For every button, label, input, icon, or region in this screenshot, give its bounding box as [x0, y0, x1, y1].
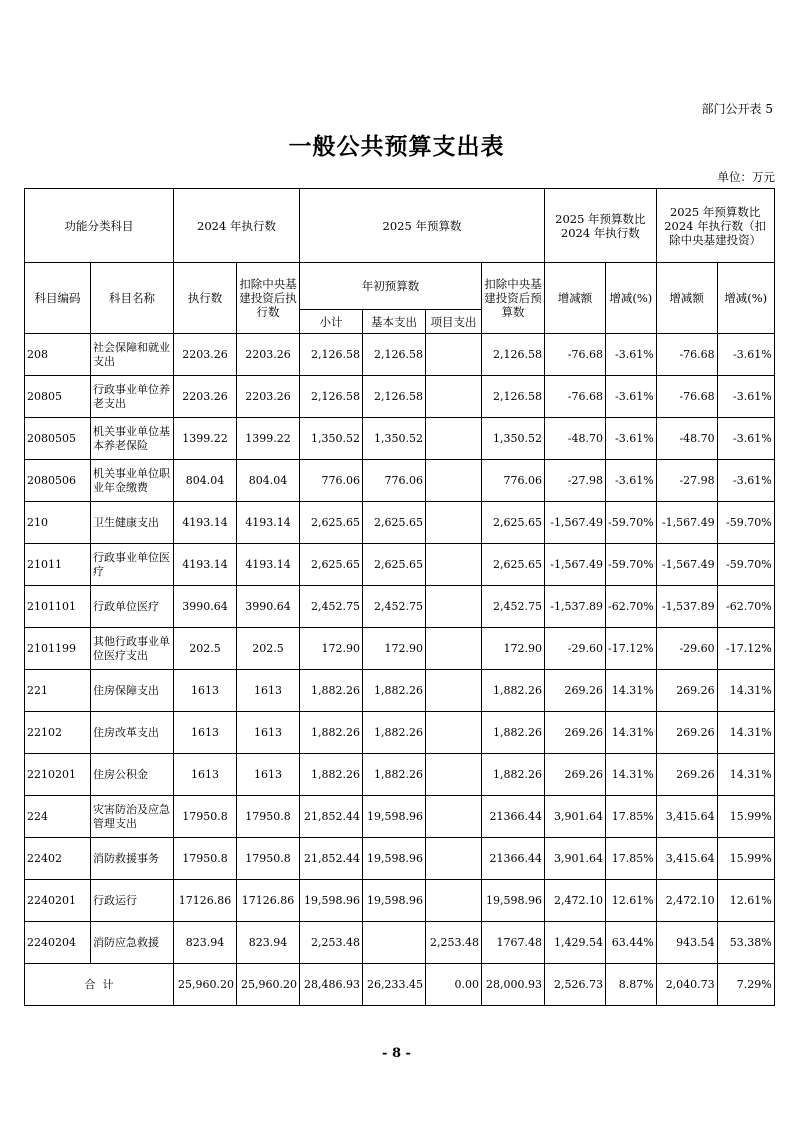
exec-excl-cell: 202.5	[237, 628, 300, 670]
budget-excl-cell: 2,625.65	[482, 502, 545, 544]
exec-excl-cell: 17950.8	[237, 796, 300, 838]
code-cell: 208	[25, 334, 91, 376]
pct-2-cell: -59.70%	[717, 502, 774, 544]
exec-excl-cell: 804.04	[237, 460, 300, 502]
budget-excl-cell: 2,452.75	[482, 586, 545, 628]
pct-1-cell: -59.70%	[606, 502, 657, 544]
code-cell: 21011	[25, 544, 91, 586]
header-exec-excl: 扣除中央基建投资后执行数	[237, 263, 300, 334]
budget-excl-cell: 1,350.52	[482, 418, 545, 460]
change-2-cell: 2,472.10	[656, 880, 717, 922]
budget-excl-cell: 1,882.26	[482, 670, 545, 712]
table-row	[25, 754, 775, 796]
header-subtotal: 小计	[300, 310, 363, 334]
header-pct-1: 增减(%)	[606, 263, 657, 334]
pct-1-cell: 14.31%	[606, 712, 657, 754]
code-cell: 2240201	[25, 880, 91, 922]
exec-excl-cell: 17126.86	[237, 880, 300, 922]
table-row	[25, 712, 775, 754]
subtotal-cell: 2,625.65	[300, 502, 363, 544]
basic-cell: 776.06	[363, 460, 426, 502]
exec-cell: 4193.14	[174, 502, 237, 544]
page-title: 一般公共预算支出表	[288, 134, 505, 160]
pct-2-cell: 14.31%	[717, 670, 774, 712]
name-cell: 消防救援事务	[91, 838, 174, 880]
form-number: 部门公开表 5	[701, 102, 773, 116]
exec-cell: 2203.26	[174, 334, 237, 376]
table-row	[25, 334, 775, 376]
basic-cell: 19,598.96	[363, 796, 426, 838]
table-row	[25, 544, 775, 586]
change-2-cell: -48.70	[656, 418, 717, 460]
exec-excl-cell: 2203.26	[237, 376, 300, 418]
name-cell: 行政运行	[91, 880, 174, 922]
change-1-cell: 269.26	[545, 712, 606, 754]
subtotal-cell: 172.90	[300, 628, 363, 670]
name-cell: 机关事业单位基本养老保险	[91, 418, 174, 460]
table-row	[25, 880, 775, 922]
exec-cell: 3990.64	[174, 586, 237, 628]
project-cell	[426, 502, 482, 544]
basic-cell: 172.90	[363, 628, 426, 670]
table-row	[25, 838, 775, 880]
budget-excl-cell: 776.06	[482, 460, 545, 502]
exec-cell: 4193.14	[174, 544, 237, 586]
budget-excl-cell: 2,126.58	[482, 334, 545, 376]
exec-excl-cell: 1399.22	[237, 418, 300, 460]
pct-1-cell: 14.31%	[606, 754, 657, 796]
subtotal-cell: 2,126.58	[300, 376, 363, 418]
table-row	[25, 796, 775, 838]
header-row-2	[25, 263, 775, 310]
budget-excl-cell: 1,882.26	[482, 754, 545, 796]
code-cell: 2080506	[25, 460, 91, 502]
subtotal-cell: 19,598.96	[300, 880, 363, 922]
name-cell: 卫生健康支出	[91, 502, 174, 544]
change-2-cell: -1,567.49	[656, 544, 717, 586]
exec-cell: 823.94	[174, 922, 237, 964]
total-exec-cell: 25,960.20	[174, 964, 237, 1006]
pct-1-cell: -3.61%	[606, 460, 657, 502]
header-basic: 基本支出	[363, 310, 426, 334]
exec-cell: 1613	[174, 754, 237, 796]
header-name: 科目名称	[91, 263, 174, 334]
change-2-cell: -76.68	[656, 334, 717, 376]
project-cell	[426, 796, 482, 838]
basic-cell: 2,625.65	[363, 502, 426, 544]
code-cell: 2210201	[25, 754, 91, 796]
header-row-1	[25, 189, 775, 263]
pct-2-cell: -59.70%	[717, 544, 774, 586]
change-1-cell: -48.70	[545, 418, 606, 460]
project-cell	[426, 670, 482, 712]
basic-cell: 2,126.58	[363, 376, 426, 418]
exec-excl-cell: 4193.14	[237, 502, 300, 544]
budget-excl-cell: 172.90	[482, 628, 545, 670]
change-1-cell: 1,429.54	[545, 922, 606, 964]
pct-1-cell: -59.70%	[606, 544, 657, 586]
change-2-cell: 269.26	[656, 754, 717, 796]
exec-cell: 1613	[174, 670, 237, 712]
budget-excl-cell: 2,126.58	[482, 376, 545, 418]
exec-cell: 17126.86	[174, 880, 237, 922]
pct-1-cell: 17.85%	[606, 796, 657, 838]
code-cell: 221	[25, 670, 91, 712]
pct-1-cell: -3.61%	[606, 418, 657, 460]
name-cell: 住房保障支出	[91, 670, 174, 712]
basic-cell: 19,598.96	[363, 880, 426, 922]
project-cell	[426, 712, 482, 754]
header-initial-budget: 年初预算数	[300, 263, 482, 310]
change-1-cell: 269.26	[545, 754, 606, 796]
budget-expenditure-table	[24, 188, 775, 1006]
project-cell: 2,253.48	[426, 922, 482, 964]
budget-excl-cell: 21366.44	[482, 796, 545, 838]
table-row	[25, 376, 775, 418]
pct-1-cell: 12.61%	[606, 880, 657, 922]
total-pct-1-cell: 8.87%	[606, 964, 657, 1006]
change-1-cell: -1,537.89	[545, 586, 606, 628]
change-1-cell: 3,901.64	[545, 796, 606, 838]
header-change-2: 增减额	[656, 263, 717, 334]
change-1-cell: 3,901.64	[545, 838, 606, 880]
subtotal-cell: 1,882.26	[300, 754, 363, 796]
pct-1-cell: -62.70%	[606, 586, 657, 628]
change-1-cell: -29.60	[545, 628, 606, 670]
basic-cell: 1,350.52	[363, 418, 426, 460]
exec-excl-cell: 1613	[237, 712, 300, 754]
subtotal-cell: 1,882.26	[300, 712, 363, 754]
change-2-cell: 943.54	[656, 922, 717, 964]
pct-2-cell: -3.61%	[717, 334, 774, 376]
change-1-cell: -1,567.49	[545, 544, 606, 586]
exec-cell: 202.5	[174, 628, 237, 670]
total-subtotal-cell: 28,486.93	[300, 964, 363, 1006]
subtotal-cell: 2,126.58	[300, 334, 363, 376]
table-row	[25, 502, 775, 544]
code-cell: 20805	[25, 376, 91, 418]
change-2-cell: 269.26	[656, 670, 717, 712]
name-cell: 灾害防治及应急管理支出	[91, 796, 174, 838]
basic-cell: 2,452.75	[363, 586, 426, 628]
project-cell	[426, 880, 482, 922]
code-cell: 224	[25, 796, 91, 838]
exec-excl-cell: 2203.26	[237, 334, 300, 376]
page-number: - 8 -	[382, 1046, 411, 1061]
table-row	[25, 670, 775, 712]
project-cell	[426, 754, 482, 796]
exec-cell: 1399.22	[174, 418, 237, 460]
unit-label: 单位：万元	[717, 170, 775, 184]
name-cell: 行政事业单位养老支出	[91, 376, 174, 418]
pct-2-cell: 15.99%	[717, 796, 774, 838]
code-cell: 210	[25, 502, 91, 544]
pct-2-cell: 12.61%	[717, 880, 774, 922]
table-row	[25, 460, 775, 502]
table-row	[25, 628, 775, 670]
subtotal-cell: 1,350.52	[300, 418, 363, 460]
table-body	[25, 189, 775, 1006]
basic-cell: 1,882.26	[363, 670, 426, 712]
basic-cell: 1,882.26	[363, 712, 426, 754]
pct-1-cell: -17.12%	[606, 628, 657, 670]
subtotal-cell: 1,882.26	[300, 670, 363, 712]
pct-1-cell: -3.61%	[606, 376, 657, 418]
budget-excl-cell: 1767.48	[482, 922, 545, 964]
exec-cell: 1613	[174, 712, 237, 754]
project-cell	[426, 838, 482, 880]
exec-cell: 17950.8	[174, 796, 237, 838]
change-1-cell: -27.98	[545, 460, 606, 502]
exec-excl-cell: 4193.14	[237, 544, 300, 586]
pct-2-cell: -3.61%	[717, 460, 774, 502]
change-2-cell: 269.26	[656, 712, 717, 754]
exec-excl-cell: 1613	[237, 670, 300, 712]
total-pct-2-cell: 7.29%	[717, 964, 774, 1006]
change-1-cell: 269.26	[545, 670, 606, 712]
table-row	[25, 922, 775, 964]
project-cell	[426, 334, 482, 376]
basic-cell: 1,882.26	[363, 754, 426, 796]
pct-2-cell: -3.61%	[717, 418, 774, 460]
total-exec-excl-cell: 25,960.20	[237, 964, 300, 1006]
subtotal-cell: 2,452.75	[300, 586, 363, 628]
pct-2-cell: 53.38%	[717, 922, 774, 964]
project-cell	[426, 628, 482, 670]
header-compare-excl: 2025 年预算数比 2024 年执行数（扣除中央基建投资）	[656, 189, 774, 263]
project-cell	[426, 544, 482, 586]
code-cell: 2240204	[25, 922, 91, 964]
name-cell: 行政事业单位医疗	[91, 544, 174, 586]
change-2-cell: -1,567.49	[656, 502, 717, 544]
project-cell	[426, 418, 482, 460]
table-row	[25, 586, 775, 628]
change-1-cell: -76.68	[545, 376, 606, 418]
code-cell: 2101199	[25, 628, 91, 670]
pct-1-cell: 17.85%	[606, 838, 657, 880]
header-func-class: 功能分类科目	[25, 189, 174, 263]
name-cell: 机关事业单位职业年金缴费	[91, 460, 174, 502]
budget-excl-cell: 21366.44	[482, 838, 545, 880]
pct-2-cell: -62.70%	[717, 586, 774, 628]
pct-2-cell: 15.99%	[717, 838, 774, 880]
exec-excl-cell: 17950.8	[237, 838, 300, 880]
total-change-2-cell: 2,040.73	[656, 964, 717, 1006]
change-2-cell: -1,537.89	[656, 586, 717, 628]
exec-cell: 804.04	[174, 460, 237, 502]
change-1-cell: 2,472.10	[545, 880, 606, 922]
basic-cell: 2,126.58	[363, 334, 426, 376]
total-project-cell: 0.00	[426, 964, 482, 1006]
subtotal-cell: 776.06	[300, 460, 363, 502]
change-2-cell: 3,415.64	[656, 838, 717, 880]
subtotal-cell: 21,852.44	[300, 796, 363, 838]
exec-cell: 17950.8	[174, 838, 237, 880]
total-label: 合 计	[25, 964, 174, 1006]
change-2-cell: 3,415.64	[656, 796, 717, 838]
code-cell: 22402	[25, 838, 91, 880]
header-exec-amount: 执行数	[174, 263, 237, 334]
change-2-cell: -76.68	[656, 376, 717, 418]
table-row	[25, 418, 775, 460]
header-budget-excl: 扣除中央基建投资后预算数	[482, 263, 545, 334]
budget-excl-cell: 1,882.26	[482, 712, 545, 754]
header-change-1: 增减额	[545, 263, 606, 334]
basic-cell: 19,598.96	[363, 838, 426, 880]
pct-2-cell: 14.31%	[717, 712, 774, 754]
header-budget-2025: 2025 年预算数	[300, 189, 545, 263]
header-code: 科目编码	[25, 263, 91, 334]
name-cell: 其他行政事业单位医疗支出	[91, 628, 174, 670]
total-row	[25, 964, 775, 1006]
change-1-cell: -1,567.49	[545, 502, 606, 544]
exec-excl-cell: 1613	[237, 754, 300, 796]
header-compare-exec: 2025 年预算数比 2024 年执行数	[545, 189, 657, 263]
pct-2-cell: -3.61%	[717, 376, 774, 418]
name-cell: 社会保障和就业支出	[91, 334, 174, 376]
total-change-1-cell: 2,526.73	[545, 964, 606, 1006]
change-2-cell: -27.98	[656, 460, 717, 502]
code-cell: 22102	[25, 712, 91, 754]
basic-cell: 2,625.65	[363, 544, 426, 586]
name-cell: 行政单位医疗	[91, 586, 174, 628]
project-cell	[426, 586, 482, 628]
change-2-cell: -29.60	[656, 628, 717, 670]
subtotal-cell: 2,253.48	[300, 922, 363, 964]
subtotal-cell: 21,852.44	[300, 838, 363, 880]
code-cell: 2101101	[25, 586, 91, 628]
basic-cell	[363, 922, 426, 964]
exec-excl-cell: 3990.64	[237, 586, 300, 628]
budget-excl-cell: 2,625.65	[482, 544, 545, 586]
change-1-cell: -76.68	[545, 334, 606, 376]
subtotal-cell: 2,625.65	[300, 544, 363, 586]
pct-1-cell: 14.31%	[606, 670, 657, 712]
pct-1-cell: -3.61%	[606, 334, 657, 376]
pct-2-cell: 14.31%	[717, 754, 774, 796]
name-cell: 住房公积金	[91, 754, 174, 796]
pct-1-cell: 63.44%	[606, 922, 657, 964]
name-cell: 住房改革支出	[91, 712, 174, 754]
header-project: 项目支出	[426, 310, 482, 334]
project-cell	[426, 460, 482, 502]
budget-excl-cell: 19,598.96	[482, 880, 545, 922]
exec-excl-cell: 823.94	[237, 922, 300, 964]
pct-2-cell: -17.12%	[717, 628, 774, 670]
header-exec-2024: 2024 年执行数	[174, 189, 300, 263]
total-basic-cell: 26,233.45	[363, 964, 426, 1006]
total-budget-excl-cell: 28,000.93	[482, 964, 545, 1006]
name-cell: 消防应急救援	[91, 922, 174, 964]
code-cell: 2080505	[25, 418, 91, 460]
project-cell	[426, 376, 482, 418]
header-pct-2: 增减(%)	[717, 263, 774, 334]
exec-cell: 2203.26	[174, 376, 237, 418]
